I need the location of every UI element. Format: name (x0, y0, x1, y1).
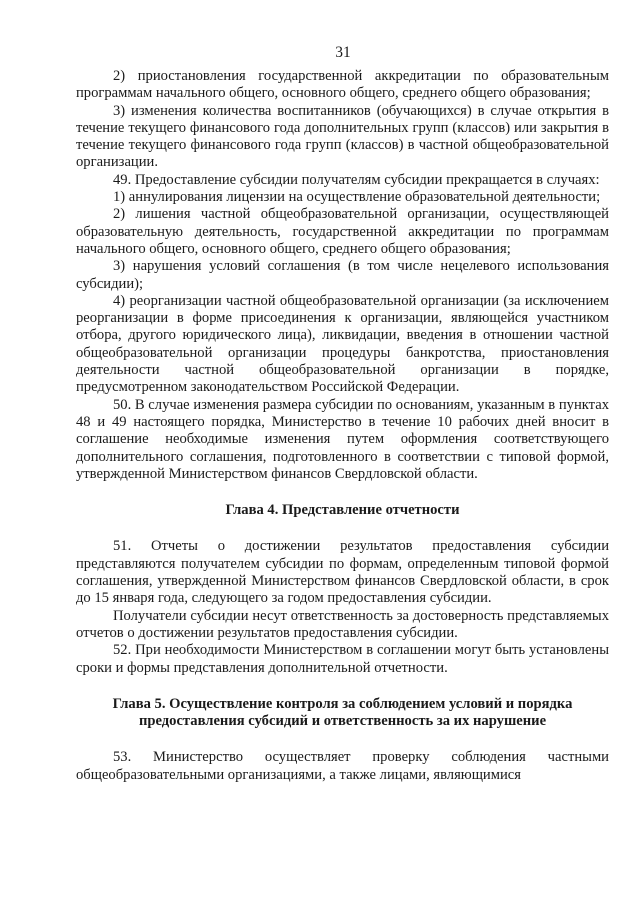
page-number: 31 (335, 44, 351, 61)
item-3-pupils-count: 3) изменения количества воспитанников (обучающихся) в случае открытия в течение текущего финансового года дополнительных групп (классов) или закрытия в течение текущего финансового года групп (классов) в частной общеобразовательной организации. (76, 102, 609, 171)
clause-49-item-4: 4) реорганизации частной общеобразовательной организации (за исключением реорганизации в форме присоединения к организации, являющейся участником отбора, другого юридического лица), ликвидации, введения в отношении частной общеобразовательной организации процедуры банкротства, приостановления деятельности частной общеобразовательной организации в порядке, предусмотренном законодательством Российской Федерации. (76, 292, 609, 396)
clause-50: 50. В случае изменения размера субсидии по основаниям, указанным в пунктах 48 и 49 настоящего порядка, Министерство в течение 10 рабочих дней вносит в соглашение необходимые изменения путем оформления соответствующего дополнительного соглашения, подготовленного в соответствии с типовой формой, утвержденной Министерством финансов Свердловской области. (76, 396, 609, 482)
clause-49-item-1: 1) аннулирования лицензии на осуществление образовательной деятельности; (113, 189, 601, 206)
clause-51: 51. Отчеты о достижении результатов предоставления субсидии представляются получателем субсидии по формам, определенным типовой формой соглашения, утвержденной Министерством финансов Свердловской области, в срок до 15 января года, следующего за годом предоставления субсидии. (76, 538, 609, 607)
chapter-4-title: Глава 4. Представление отчетности (225, 502, 460, 519)
document-body (76, 68, 609, 784)
clause-52: 52. При необходимости Министерством в соглашении могут быть установлены сроки и формы представления дополнительной отчетности. (76, 642, 609, 676)
chapter-5-title-line-2: предоставления субсидий и ответственность за их нарушение (138, 713, 547, 730)
clause-49-item-2: 2) лишения частной общеобразовательной организации, осуществляющей образовательную деятельность, государственной аккредитации по программам начального общего, основного общего, среднего общего образования; (76, 206, 609, 257)
chapter-5-title (76, 696, 609, 731)
clause-49: 49. Предоставление субсидии получателям субсидии прекращается в случаях: (113, 171, 600, 188)
item-2-accreditation: 2) приостановления государственной аккредитации по образовательным программам начального общего, основного общего, среднего общего образования; (76, 68, 609, 102)
clause-51-responsibility: Получатели субсидии несут ответственность за достоверность представляемых отчетов о достижении результатов предоставления субсидии. (76, 607, 609, 641)
chapter-5-title-line-1: Глава 5. Осуществление контроля за соблюдением условий и порядка (112, 695, 573, 712)
clause-53: 53. Министерство осуществляет проверку соблюдения частными общеобразовательными организациями, а также лицами, являющимися (76, 749, 609, 783)
clause-49-item-3: 3) нарушения условий соглашения (в том числе нецелевого использования субсидии); (76, 258, 609, 292)
